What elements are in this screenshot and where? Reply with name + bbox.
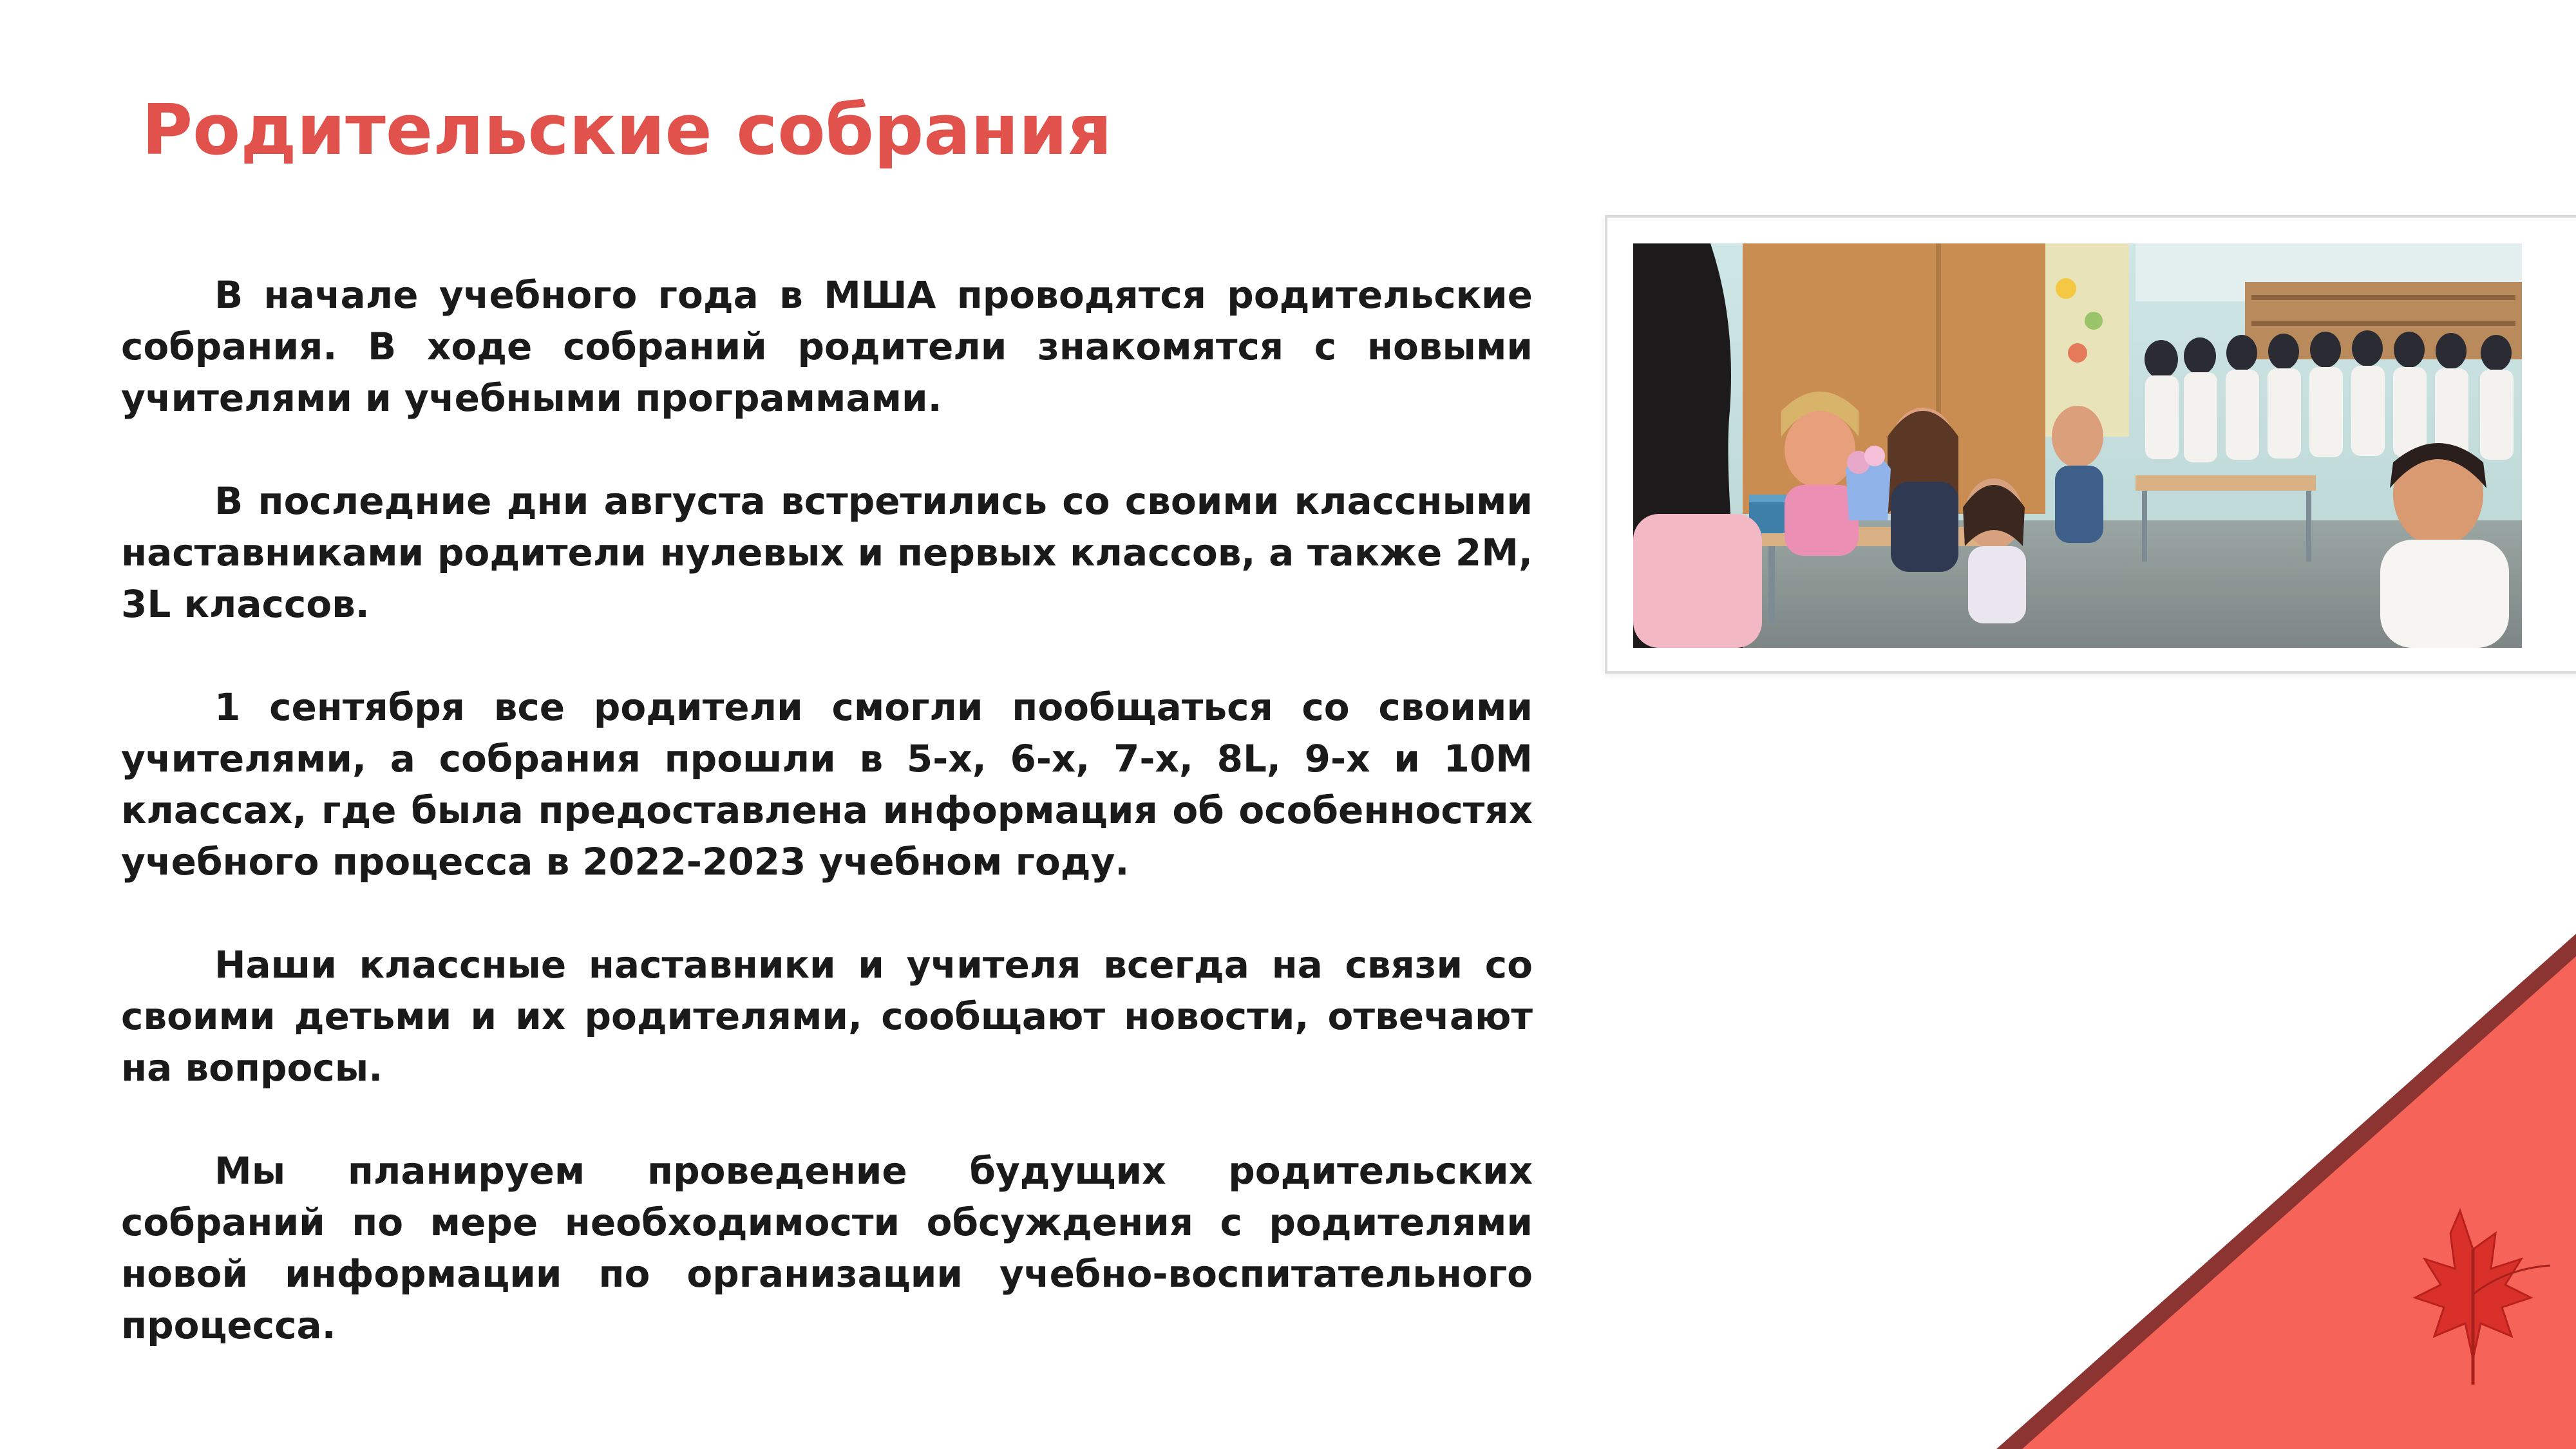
classroom-photo [1633,243,2522,648]
corner-triangles [1996,934,2576,1449]
classroom-photo-illustration [1633,243,2522,648]
paragraph-mentors-contact: Наши классные наставники и учителя всегда на связи со своими детьми и их родителями, сообщают новости, отвечают на вопросы. [121,943,1533,1090]
paragraph-future-plans: Мы планируем проведение будущих родительских собраний по мере необходимости обсуждения с родителями новой информации по организации учебно-воспитательного процесса. [121,1149,1533,1347]
paragraph-intro: В начале учебного года в МША проводятся родительские собрания. В ходе собраний родители знакомятся с новыми учителями и учебными программами. [121,273,1533,420]
photo-frame [1605,215,2576,674]
body-text [121,269,1533,1351]
paragraph-september-meetings: 1 сентября все родители смогли пообщаться со своими учителями, а собрания прошли в 5-х, 6-х, 7-х, 8L, 9-х и 10M классах, где была предоставлена информация об особенностях учебного процесса в 2022-2023 учебном году. [121,685,1533,884]
slide-title: Родительские собрания [142,90,1112,171]
paragraph-august-meetings: В последние дни августа встретились со своими классными наставниками родители нулевых и первых классов, а также 2M, 3L классов. [121,479,1533,626]
corner-decoration [1996,934,2576,1449]
